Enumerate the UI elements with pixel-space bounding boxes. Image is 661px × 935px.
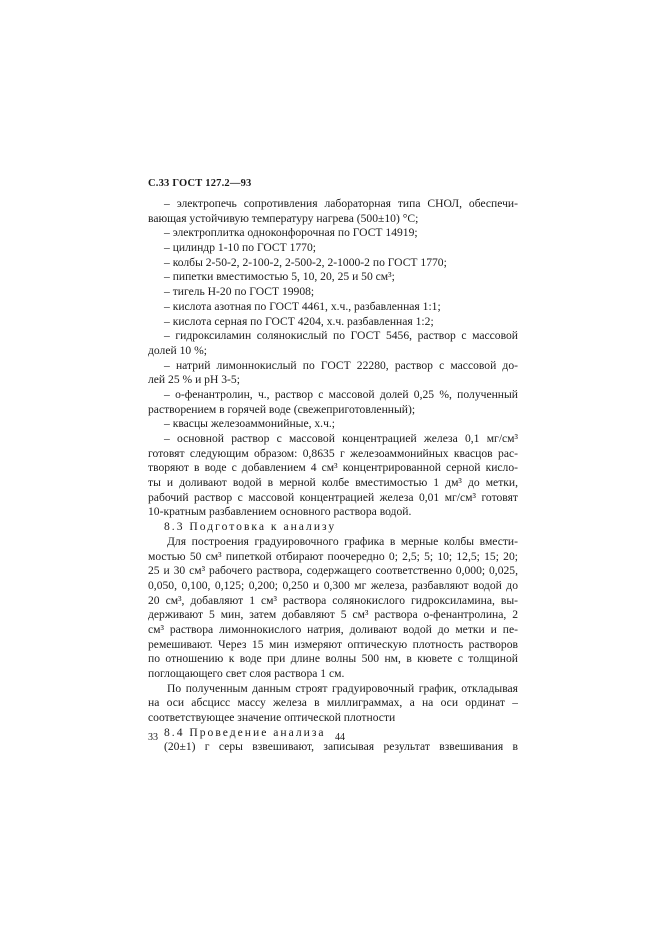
text-line: вающая устойчивую температуру нагрева (500±10) °С; [148, 211, 419, 225]
page-number-center: 44 [335, 732, 345, 743]
text-line: – электроплитка одноконфорочная по ГОСТ 14919; [164, 226, 418, 240]
text-line: готовят следующим образом: 0,8635 г железоаммонийных квасцов рас- [148, 446, 518, 460]
body-text [148, 197, 518, 755]
text-line: лей 25 % и рН 3-5; [148, 373, 240, 387]
text-line: творяют в воде с добавлением 4 см³ концентрированной серной кисло- [148, 461, 518, 475]
text-line: – цилиндр 1-10 по ГОСТ 1770; [164, 241, 316, 255]
text-line: Для построения градуировочного графика в мерные колбы вмести- [167, 534, 518, 548]
text-line: (20±1) г серы взвешивают, записывая результат взвешивания в [164, 740, 518, 754]
text-line: поглощающего свет слоя раствора 1 см. [148, 667, 345, 680]
text-line: рабочий раствор с массовой концентрацией железа 0,01 мг/см³ готовят [148, 490, 518, 504]
text-line: мостью 50 см³ пипеткой отбирают поочередно 0; 2,5; 5; 10; 12,5; 15; 20; [148, 549, 518, 563]
text-line: – колбы 2-50-2, 2-100-2, 2-500-2, 2-1000-2 по ГОСТ 1770; [164, 255, 447, 269]
text-line: – кислота азотная по ГОСТ 4461, х.ч., разбавленная 1:1; [164, 299, 441, 313]
text-line: – о-фенантролин, ч., раствор с массовой долей 0,25 %, полученный [164, 387, 518, 401]
section-heading-8-4: 8.4 Проведение анализа [164, 725, 326, 739]
text-line: 0,050, 0,100, 0,125; 0,200; 0,250 и 0,300 мг железа, разбавляют водой до [148, 578, 518, 592]
page-number-left: 33 [148, 732, 158, 743]
text-line: 25 и 30 см³ рабочего раствора, содержащего соответственно 0,000; 0,025, [148, 564, 518, 578]
text-line: ремешивают. Через 15 мин измеряют оптическую плотность растворов [148, 637, 518, 651]
text-line: – электропечь сопротивления лабораторная типа СНОЛ, обеспечи- [164, 197, 518, 210]
text-line: – кислота серная по ГОСТ 4204, х.ч. разбавленная 1:2; [164, 314, 434, 328]
text-line: – натрий лимоннокислый по ГОСТ 22280, раствор с массовой до- [164, 358, 518, 372]
text-line: 20 см³, добавляют 1 см³ раствора солянокислого гидроксиламина, вы- [148, 593, 518, 607]
text-line: держивают 5 мин, затем добавляют 5 см³ раствора о-фенантролина, 2 [148, 608, 518, 622]
page-header: С.33 ГОСТ 127.2—93 [148, 178, 252, 189]
section-heading-8-3: 8.3 Подготовка к анализу [164, 520, 337, 534]
text-line: – основной раствор с массовой концентрацией железа 0,1 мг/см³ [164, 432, 518, 445]
text-line: – тигель Н-20 по ГОСТ 19908; [164, 285, 315, 299]
text-line: – квасцы железоаммонийные, х.ч.; [164, 417, 336, 431]
text-line: на оси абсцисс массу железа в миллиграммах, а на оси ординат – [148, 696, 518, 710]
text-line: – гидроксиламин солянокислый по ГОСТ 5456, раствор с массовой [164, 329, 518, 343]
text-line: см³ раствора лимоннокислого натрия, доливают водой до метки и пе- [148, 622, 518, 636]
text-line: по отношению к воде при длине волны 500 нм, в кювете с толщиной [148, 652, 518, 666]
text-line: растворением в горячей воде (свежеприготовленный); [148, 402, 416, 416]
text-line: По полученным данным строят градуировочный график, откладывая [167, 681, 518, 695]
text-line: – пипетки вместимостью 5, 10, 20, 25 и 50 см³; [164, 270, 395, 284]
text-line: 10-кратным разбавлением основного раствора водой. [148, 505, 412, 519]
text-line: долей 10 %; [148, 343, 207, 357]
text-line: ты и доливают водой в мерной колбе вместимостью 1 дм³ до метки, [148, 476, 518, 490]
text-line: соответствующее значение оптической плотности [148, 711, 396, 725]
